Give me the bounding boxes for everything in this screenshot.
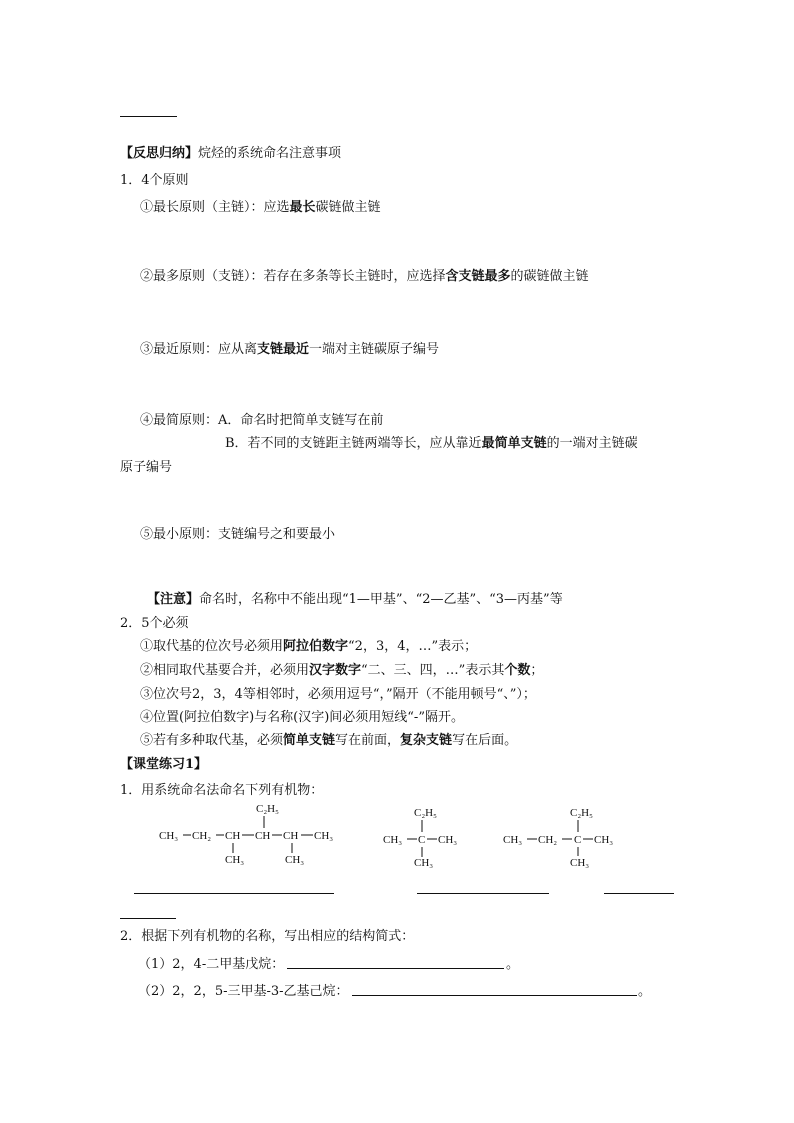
struct-label: C <box>574 834 582 846</box>
must-1 <box>140 639 477 655</box>
struct-label: CH <box>225 830 241 842</box>
answer-blank-3[interactable] <box>604 893 674 894</box>
question-2: 2．根据下列有机物的名称，写出相应的结构简式： <box>120 929 415 944</box>
question-2a: （1）2，4-二甲基戊烷： <box>138 957 285 972</box>
rule-text: 的一端对主链碳 <box>546 436 638 451</box>
structure-2 <box>380 800 480 872</box>
rule-text: B．若不同的支链距主链两端等长，应从靠近 <box>225 436 482 451</box>
struct-label: CH <box>255 830 271 842</box>
must-text: “2，3，4，…”表示； <box>348 639 478 654</box>
question-1: 1．用系统命名法命名下列有机物： <box>120 783 324 798</box>
note <box>147 592 563 608</box>
must-bold: 复杂支链 <box>400 733 453 748</box>
note-text: 命名时，名称中不能出现“1—甲基”、“2—乙基”、“3—丙基”等 <box>199 592 563 607</box>
struct-label: CH₃ <box>438 834 458 846</box>
must-text: ； <box>530 663 544 678</box>
question-2b: （2）2，2，5-三甲基-3-乙基己烷： <box>138 984 349 999</box>
rule-text: 一端对主链碳原子编号 <box>309 342 440 357</box>
struct-label: CH₂ <box>192 830 212 842</box>
item-2-title: 2．5个必须 <box>120 616 189 631</box>
structure-3 <box>500 800 630 872</box>
struct-label: CH₃ <box>570 857 590 869</box>
item-1-title: 1．4个原则 <box>120 173 189 188</box>
must-2 <box>140 663 543 679</box>
structure-1 <box>155 800 345 868</box>
top-rule <box>120 116 177 117</box>
rule-bold: 支链最近 <box>257 342 310 357</box>
heading-text: 烷烃的系统命名注意事项 <box>198 146 342 161</box>
answer-blank-1[interactable] <box>134 893 334 894</box>
exercise-heading: 【课堂练习1】 <box>120 757 208 772</box>
struct-label: C₂H₅ <box>414 807 437 819</box>
rule-text: 碳链做主链 <box>315 200 381 215</box>
must-text: ①取代基的位次号必须用 <box>140 639 284 654</box>
must-5 <box>140 733 517 749</box>
must-bold: 简单支链 <box>283 733 336 748</box>
struct-label: CH₃ <box>503 834 523 846</box>
struct-label: CH₃ <box>285 854 305 866</box>
struct-label: CH₂ <box>538 834 558 846</box>
answer-blank-2a[interactable] <box>287 968 504 969</box>
must-text: “二、三、四，…”表示其 <box>361 663 505 678</box>
rule-most <box>140 269 589 285</box>
answer-blank-3-continued[interactable] <box>120 918 176 919</box>
rule-simplest-a: ④最简原则：A．命名时把简单支链写在前 <box>140 413 384 428</box>
rule-bold: 含支链最多 <box>445 269 511 284</box>
answer-blank-2b[interactable] <box>352 995 637 996</box>
struct-label: CH <box>283 830 299 842</box>
struct-label: CH₃ <box>225 854 245 866</box>
answer-blank-2[interactable] <box>417 893 549 894</box>
must-3: ③位次号2，3，4等相邻时，必须用逗号“，”隔开（不能用顿号“、”）； <box>140 687 536 702</box>
rule-nearest <box>140 342 439 358</box>
rule-simplest-c: 原子编号 <box>120 460 173 475</box>
struct-label: CH₃ <box>383 834 403 846</box>
struct-label: C <box>418 834 426 846</box>
struct-label: CH₃ <box>159 830 179 842</box>
must-4: ④位置(阿拉伯数字)与名称(汉字)间必须用短线“-”隔开。 <box>140 710 464 725</box>
rule-simplest-b <box>225 436 638 452</box>
must-text: ⑤若有多种取代基，必须 <box>140 733 284 748</box>
must-bold: 个数 <box>504 663 531 678</box>
must-bold: 汉字数字 <box>309 663 362 678</box>
rule-text: 的碳链做主链 <box>510 269 589 284</box>
rule-bold: 最简单支链 <box>481 436 547 451</box>
struct-label: CH₃ <box>594 834 614 846</box>
struct-label: CH₃ <box>314 830 334 842</box>
must-bold: 阿拉伯数字 <box>283 639 349 654</box>
rule-text: ③最近原则：应从离 <box>140 342 258 357</box>
struct-label: C₂H₅ <box>256 803 279 815</box>
heading-bracket: 【反思归纳】 <box>120 146 199 161</box>
must-text: 写在前面， <box>335 733 401 748</box>
rule-bold: 最长 <box>289 200 316 215</box>
struct-label: C₂H₅ <box>570 807 593 819</box>
period: 。 <box>638 984 652 999</box>
section-heading <box>120 146 341 162</box>
note-bracket: 【注意】 <box>147 592 200 607</box>
rule-text: ①最长原则（主链）：应选 <box>140 200 290 215</box>
rule-longest <box>140 200 381 216</box>
rule-text: ②最多原则（支链）：若存在多条等长主链时，应选择 <box>140 269 446 284</box>
period: 。 <box>506 957 520 972</box>
must-text: ②相同取代基要合并，必须用 <box>140 663 310 678</box>
must-text: 写在后面。 <box>452 733 518 748</box>
rule-smallest: ⑤最小原则：支链编号之和要最小 <box>140 527 336 542</box>
struct-label: CH₃ <box>414 857 434 869</box>
